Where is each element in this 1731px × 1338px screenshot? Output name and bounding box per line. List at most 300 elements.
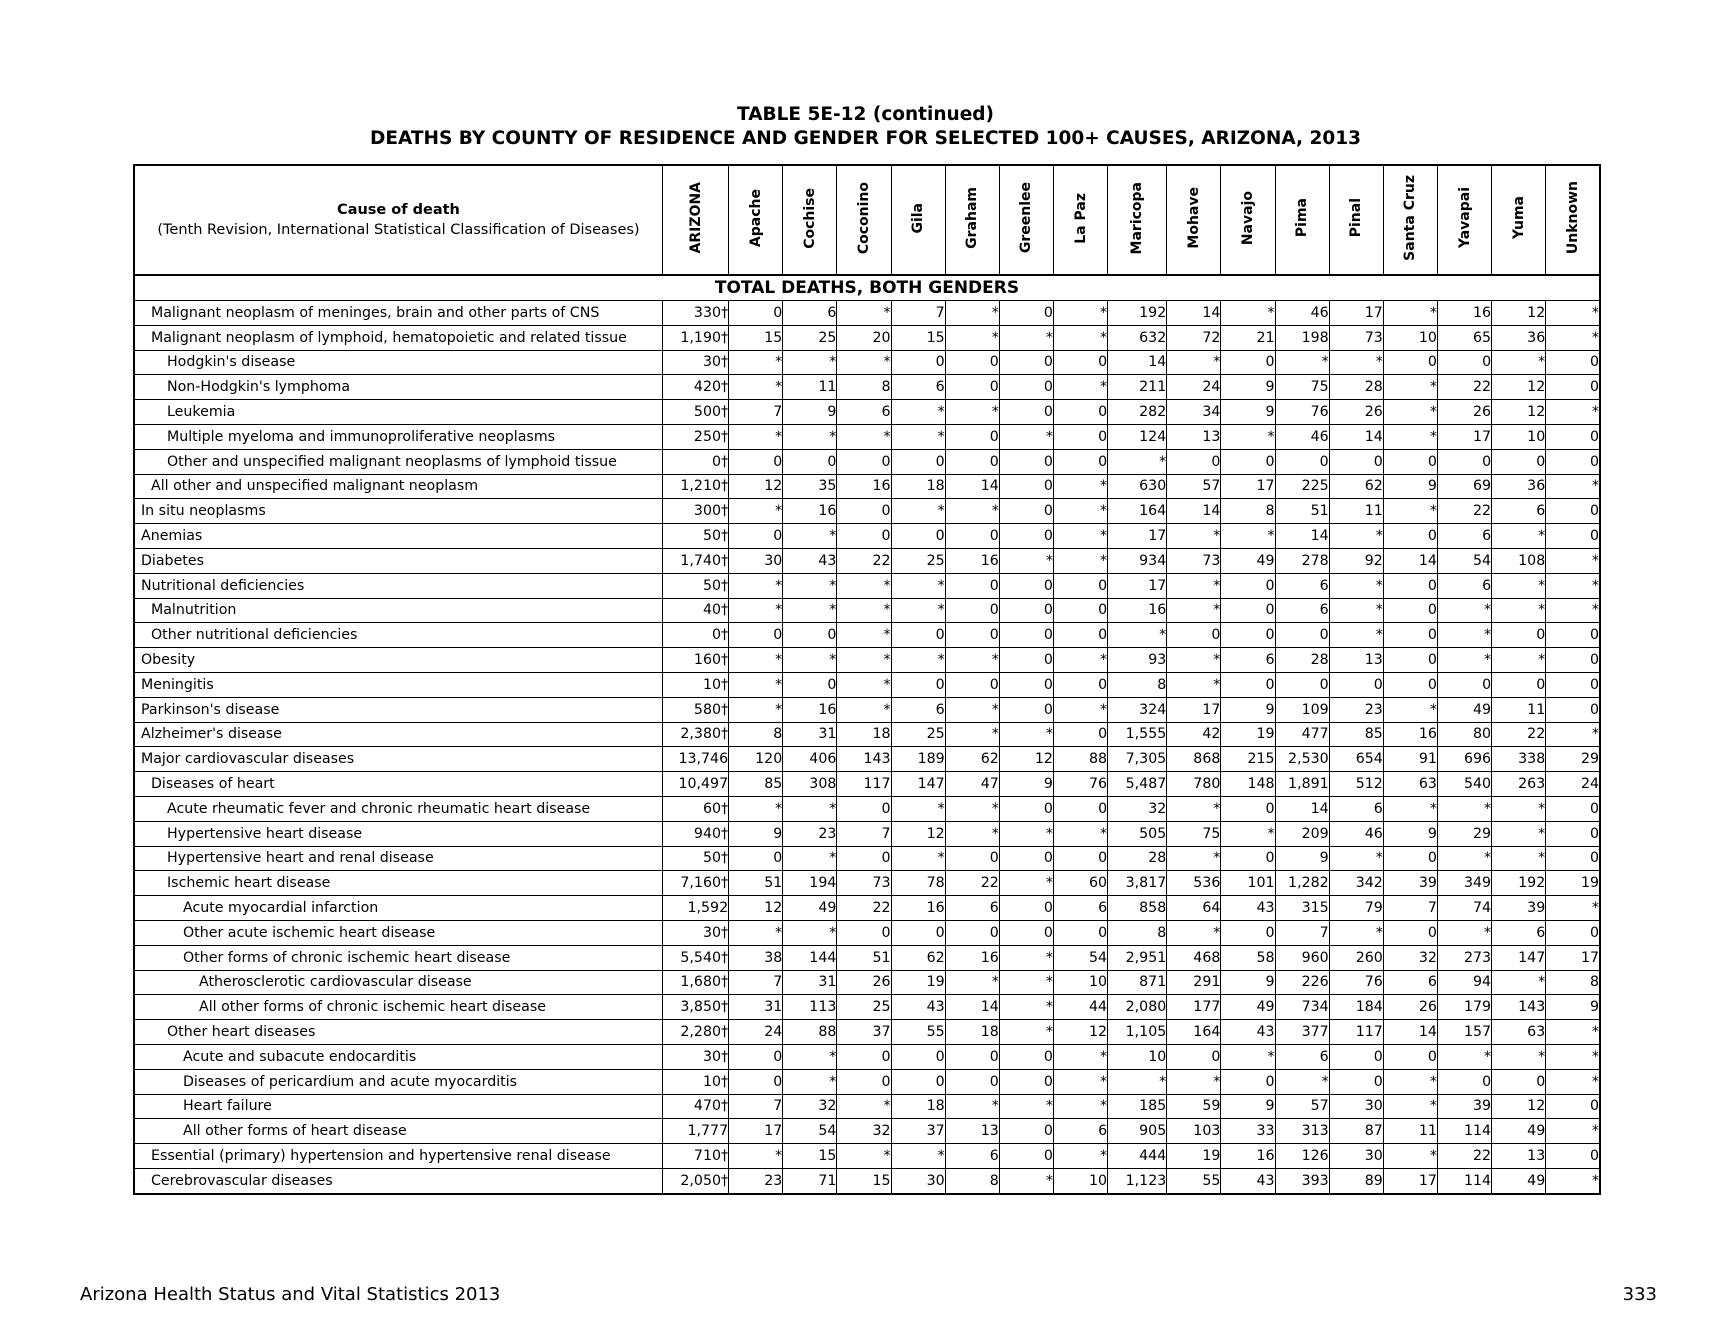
column-header-label: Pinal [1348, 198, 1365, 238]
table-cell: 6 [1383, 970, 1437, 995]
table-row [134, 722, 1600, 747]
table-cell: 13,746 [662, 747, 728, 772]
table-cell: 0 [1221, 1069, 1275, 1094]
table-cell: * [837, 697, 891, 722]
table-cell: 540 [1437, 772, 1491, 797]
table-cell: * [891, 598, 945, 623]
column-header [837, 165, 891, 275]
table-cell: 0 [1492, 449, 1546, 474]
table-cell: 377 [1275, 1020, 1329, 1045]
table-cell: 7 [891, 301, 945, 326]
table-cell: * [999, 722, 1053, 747]
table-cell: * [729, 1144, 783, 1169]
table-cell: 43 [891, 995, 945, 1020]
table-cell: 9 [1221, 697, 1275, 722]
table-cell: 126 [1275, 1144, 1329, 1169]
table-cell: 76 [1275, 400, 1329, 425]
table-cell: 0 [837, 920, 891, 945]
table-cell: 0 [945, 573, 999, 598]
table-cell: 7 [837, 821, 891, 846]
table-cell: 50† [662, 524, 728, 549]
column-header-label: Pima [1294, 198, 1311, 238]
column-header-label: Graham [964, 187, 981, 249]
table-cell: * [837, 573, 891, 598]
table-cell: 0 [1383, 598, 1437, 623]
table-cell: * [999, 945, 1053, 970]
column-header [1437, 165, 1491, 275]
table-cell: 17 [1108, 524, 1167, 549]
table-cell: 0 [1546, 375, 1600, 400]
table-cell: 0 [999, 623, 1053, 648]
table-cell: * [1492, 524, 1546, 549]
table-cell: 24 [1546, 772, 1600, 797]
table-cell: 29 [1437, 821, 1491, 846]
table-cell: 282 [1108, 400, 1167, 425]
table-cell: 0 [1167, 449, 1221, 474]
table-row [134, 697, 1600, 722]
table-cell: * [1221, 301, 1275, 326]
table-cell: * [837, 648, 891, 673]
cause-label: Non-Hodgkin's lymphoma [134, 375, 662, 400]
table-cell: 73 [1329, 325, 1383, 350]
table-cell: 734 [1275, 995, 1329, 1020]
table-cell: 0 [945, 424, 999, 449]
table-cell: * [1221, 424, 1275, 449]
table-cell: 330† [662, 301, 728, 326]
table-cell: 0 [1492, 672, 1546, 697]
table-cell: 868 [1167, 747, 1221, 772]
table-cell: * [1221, 524, 1275, 549]
table-cell: 0 [999, 672, 1053, 697]
table-cell: * [1546, 1168, 1600, 1193]
table-cell: 92 [1329, 548, 1383, 573]
table-cell: 117 [1329, 1020, 1383, 1045]
table-cell: 85 [1329, 722, 1383, 747]
cause-label: Heart failure [134, 1094, 662, 1119]
table-cell: 14 [945, 995, 999, 1020]
table-cell: 7 [729, 970, 783, 995]
table-cell: 0 [945, 623, 999, 648]
table-cell: * [945, 1094, 999, 1119]
table-cell: 291 [1167, 970, 1221, 995]
table-row [134, 920, 1600, 945]
table-cell: 0 [945, 846, 999, 871]
table-cell: 11 [783, 375, 837, 400]
cause-label: Cerebrovascular diseases [134, 1168, 662, 1193]
table-cell: * [1383, 1094, 1437, 1119]
table-cell: 33 [1221, 1119, 1275, 1144]
table-cell: 192 [1108, 301, 1167, 326]
table-cell: 6 [837, 400, 891, 425]
table-cell: 79 [1329, 896, 1383, 921]
table-cell: 22 [1437, 1144, 1491, 1169]
table-cell: 0 [1167, 1044, 1221, 1069]
table-cell: 0 [1546, 1094, 1600, 1119]
table-cell: 12 [1492, 1094, 1546, 1119]
table-cell: 39 [1383, 871, 1437, 896]
table-cell: 0 [999, 499, 1053, 524]
table-cell: 88 [783, 1020, 837, 1045]
table-cell: 24 [729, 1020, 783, 1045]
column-header [1108, 165, 1167, 275]
table-cell: * [1329, 920, 1383, 945]
cause-label: Parkinson's disease [134, 697, 662, 722]
table-cell: 15 [891, 325, 945, 350]
table-cell: 49 [783, 896, 837, 921]
table-cell: 15 [783, 1144, 837, 1169]
table-cell: 0 [999, 697, 1053, 722]
table-cell: * [783, 1044, 837, 1069]
cause-label: Malignant neoplasm of lymphoid, hematopoietic and related tissue [134, 325, 662, 350]
table-row [134, 598, 1600, 623]
column-header [999, 165, 1053, 275]
table-row [134, 970, 1600, 995]
table-cell: 73 [837, 871, 891, 896]
table-cell: 0 [891, 524, 945, 549]
table-cell: 0 [837, 1069, 891, 1094]
table-cell: * [729, 499, 783, 524]
cause-label: Other forms of chronic ischemic heart disease [134, 945, 662, 970]
column-header-label: Apache [747, 188, 764, 248]
cause-label: In situ neoplasms [134, 499, 662, 524]
table-cell: * [1492, 821, 1546, 846]
table-cell: * [1546, 1069, 1600, 1094]
table-cell: * [1437, 920, 1491, 945]
table-cell: 58 [1221, 945, 1275, 970]
table-cell: * [1167, 920, 1221, 945]
cause-label: Nutritional deficiencies [134, 573, 662, 598]
table-cell: * [999, 1020, 1053, 1045]
table-cell: 74 [1437, 896, 1491, 921]
table-cell: 0 [999, 598, 1053, 623]
table-cell: 0 [945, 920, 999, 945]
table-cell: 8 [1546, 970, 1600, 995]
table-cell: 10 [1492, 424, 1546, 449]
table-cell: 65 [1437, 325, 1491, 350]
table-cell: * [945, 301, 999, 326]
table-cell: 211 [1108, 375, 1167, 400]
table-cell: * [945, 499, 999, 524]
table-cell: 28 [1329, 375, 1383, 400]
table-cell: 0 [891, 920, 945, 945]
table-cell: 10† [662, 1069, 728, 1094]
deaths-table [133, 164, 1601, 1195]
table-cell: 60† [662, 796, 728, 821]
table-cell: 0 [1546, 697, 1600, 722]
table-cell: 0 [999, 796, 1053, 821]
table-cell: * [1221, 821, 1275, 846]
table-cell: 0 [891, 1044, 945, 1069]
table-cell: 23 [729, 1168, 783, 1193]
table-cell: 0 [999, 1044, 1053, 1069]
table-cell: 1,123 [1108, 1168, 1167, 1193]
table-cell: * [1221, 1044, 1275, 1069]
table-cell: 54 [783, 1119, 837, 1144]
table-cell: 12 [729, 474, 783, 499]
column-header [891, 165, 945, 275]
cause-label: Obesity [134, 648, 662, 673]
table-cell: 69 [1437, 474, 1491, 499]
table-cell: 6 [1437, 573, 1491, 598]
table-cell: 2,530 [1275, 747, 1329, 772]
table-row [134, 871, 1600, 896]
table-cell: 3,850† [662, 995, 728, 1020]
table-cell: * [1492, 796, 1546, 821]
column-header-label: Greenlee [1018, 182, 1035, 254]
cause-label: All other and unspecified malignant neoplasm [134, 474, 662, 499]
table-cell: 0 [1221, 846, 1275, 871]
table-cell: 0 [999, 920, 1053, 945]
table-cell: 25 [891, 722, 945, 747]
table-cell: * [1383, 375, 1437, 400]
table-cell: 10,497 [662, 772, 728, 797]
table-cell: * [999, 1094, 1053, 1119]
table-cell: 225 [1275, 474, 1329, 499]
table-cell: 189 [891, 747, 945, 772]
table-cell: * [999, 548, 1053, 573]
table-cell: * [1546, 896, 1600, 921]
column-header-label: Coconino [855, 181, 872, 255]
table-cell: 0 [1383, 920, 1437, 945]
table-cell: * [783, 648, 837, 673]
column-header-label: Gila [910, 202, 927, 234]
table-cell: 36 [1492, 474, 1546, 499]
table-cell: 88 [1053, 747, 1107, 772]
table-cell: 26 [1437, 400, 1491, 425]
table-cell: 35 [783, 474, 837, 499]
table-cell: 0 [945, 1044, 999, 1069]
table-cell: 0 [1275, 623, 1329, 648]
table-cell: 113 [783, 995, 837, 1020]
table-row [134, 846, 1600, 871]
table-cell: 49 [1492, 1119, 1546, 1144]
table-cell: 0 [999, 350, 1053, 375]
table-cell: * [945, 796, 999, 821]
table-cell: 0 [1221, 573, 1275, 598]
table-cell: * [999, 995, 1053, 1020]
table-cell: 13 [1492, 1144, 1546, 1169]
table-cell: * [837, 424, 891, 449]
table-cell: 51 [837, 945, 891, 970]
table-cell: 49 [1221, 995, 1275, 1020]
table-cell: 1,740† [662, 548, 728, 573]
table-cell: * [1108, 1069, 1167, 1094]
table-cell: 630 [1108, 474, 1167, 499]
table-cell: 512 [1329, 772, 1383, 797]
table-cell: 0 [891, 449, 945, 474]
table-cell: 30† [662, 920, 728, 945]
column-header-label: Mohave [1185, 187, 1202, 249]
table-cell: 9 [1221, 375, 1275, 400]
table-cell: 0 [1437, 350, 1491, 375]
table-cell: 12 [1492, 400, 1546, 425]
table-cell: * [1329, 524, 1383, 549]
table-cell: * [891, 573, 945, 598]
table-cell: 0 [891, 623, 945, 648]
table-cell: * [729, 796, 783, 821]
table-cell: 0 [783, 623, 837, 648]
table-cell: 313 [1275, 1119, 1329, 1144]
table-cell: * [1167, 1069, 1221, 1094]
table-cell: * [891, 499, 945, 524]
table-cell: * [837, 623, 891, 648]
table-cell: 30† [662, 350, 728, 375]
table-cell: 6 [891, 375, 945, 400]
table-cell: 71 [783, 1168, 837, 1193]
cause-label: Diabetes [134, 548, 662, 573]
table-cell: * [945, 970, 999, 995]
table-cell: * [1053, 1069, 1107, 1094]
table-cell: 22 [837, 548, 891, 573]
table-cell: 0 [1053, 400, 1107, 425]
table-cell: * [729, 375, 783, 400]
table-cell: * [1275, 350, 1329, 375]
table-cell: 76 [1329, 970, 1383, 995]
column-header-label: La Paz [1072, 192, 1089, 244]
table-cell: 6 [1492, 920, 1546, 945]
table-cell: 0 [1053, 449, 1107, 474]
table-cell: * [1053, 474, 1107, 499]
table-cell: 43 [1221, 1168, 1275, 1193]
table-cell: 76 [1053, 772, 1107, 797]
table-cell: 10 [1383, 325, 1437, 350]
table-cell: 17 [1329, 301, 1383, 326]
table-cell: 19 [1221, 722, 1275, 747]
table-cell: 16 [1437, 301, 1491, 326]
table-cell: * [945, 697, 999, 722]
table-cell: * [1383, 400, 1437, 425]
table-cell: 31 [783, 970, 837, 995]
table-cell: 30 [1329, 1144, 1383, 1169]
table-cell: 209 [1275, 821, 1329, 846]
cause-label: Essential (primary) hypertension and hypertensive renal disease [134, 1144, 662, 1169]
table-cell: * [1167, 573, 1221, 598]
table-cell: 580† [662, 697, 728, 722]
table-cell: 179 [1437, 995, 1491, 1020]
table-cell: 16 [1108, 598, 1167, 623]
table-cell: 13 [1329, 648, 1383, 673]
column-header-label: Maricopa [1129, 181, 1146, 255]
table-row [134, 449, 1600, 474]
table-cell: 8 [729, 722, 783, 747]
table-cell: 2,050† [662, 1168, 728, 1193]
table-cell: 7 [1383, 896, 1437, 921]
table-cell: 10 [1108, 1044, 1167, 1069]
table-cell: 40† [662, 598, 728, 623]
table-cell: 26 [1329, 400, 1383, 425]
table-cell: * [1053, 375, 1107, 400]
table-cell: 470† [662, 1094, 728, 1119]
table-cell: 0 [837, 846, 891, 871]
table-cell: 0 [1437, 449, 1491, 474]
cause-label: Hypertensive heart disease [134, 821, 662, 846]
table-cell: 1,680† [662, 970, 728, 995]
table-cell: 147 [1492, 945, 1546, 970]
table-cell: * [1053, 499, 1107, 524]
table-cell: 0 [1053, 623, 1107, 648]
table-cell: 0 [1546, 648, 1600, 673]
table-cell: * [837, 672, 891, 697]
table-cell: * [1492, 350, 1546, 375]
table-row [134, 1020, 1600, 1045]
table-cell: 6 [1221, 648, 1275, 673]
table-cell: 185 [1108, 1094, 1167, 1119]
table-cell: * [729, 350, 783, 375]
table-cell: 858 [1108, 896, 1167, 921]
table-cell: 192 [1492, 871, 1546, 896]
table-cell: 147 [891, 772, 945, 797]
table-cell: 9 [1546, 995, 1600, 1020]
table-cell: 9 [783, 400, 837, 425]
table-cell: 72 [1167, 325, 1221, 350]
table-cell: * [1546, 1119, 1600, 1144]
table-cell: 38 [729, 945, 783, 970]
table-cell: 63 [1492, 1020, 1546, 1045]
table-cell: 0 [729, 1044, 783, 1069]
table-cell: 14 [1167, 499, 1221, 524]
table-cell: 46 [1275, 424, 1329, 449]
table-cell: * [1053, 1094, 1107, 1119]
table-cell: 0 [999, 375, 1053, 400]
table-cell: * [1546, 400, 1600, 425]
table-cell: 49 [1221, 548, 1275, 573]
column-header [662, 165, 728, 275]
table-cell: 0 [1053, 920, 1107, 945]
table-cell: 11 [1383, 1119, 1437, 1144]
table-cell: 21 [1221, 325, 1275, 350]
table-cell: * [1329, 598, 1383, 623]
table-cell: 30 [729, 548, 783, 573]
table-id: TABLE 5E-12 (continued) [737, 104, 994, 125]
cause-label: Acute and subacute endocarditis [134, 1044, 662, 1069]
table-cell: 30 [891, 1168, 945, 1193]
table-row [134, 648, 1600, 673]
table-cell: 3,817 [1108, 871, 1167, 896]
table-cell: * [1275, 1069, 1329, 1094]
table-cell: * [999, 871, 1053, 896]
table-cell: 0 [999, 846, 1053, 871]
title-block [0, 103, 1731, 151]
table-cell: 24 [1167, 375, 1221, 400]
table-cell: * [945, 325, 999, 350]
table-cell: 23 [1329, 697, 1383, 722]
table-cell: 263 [1492, 772, 1546, 797]
table-cell: 0 [1053, 598, 1107, 623]
table-cell: 6 [891, 697, 945, 722]
table-cell: * [1053, 325, 1107, 350]
table-cell: 14 [1167, 301, 1221, 326]
table-cell: 114 [1437, 1168, 1491, 1193]
cause-label: Anemias [134, 524, 662, 549]
table-cell: 14 [1383, 1020, 1437, 1045]
table-row [134, 772, 1600, 797]
cause-label: Meningitis [134, 672, 662, 697]
table-cell: 6 [1053, 1119, 1107, 1144]
table-cell: 0 [1546, 821, 1600, 846]
table-cell: 6 [1437, 524, 1491, 549]
table-cell: 8 [945, 1168, 999, 1193]
table-cell: 32 [1108, 796, 1167, 821]
table-cell: * [1492, 1044, 1546, 1069]
table-cell: 0† [662, 449, 728, 474]
table-cell: * [783, 424, 837, 449]
table-row [134, 350, 1600, 375]
table-cell: 25 [783, 325, 837, 350]
table-cell: 0 [999, 648, 1053, 673]
table-cell: 349 [1437, 871, 1491, 896]
table-cell: 505 [1108, 821, 1167, 846]
table-cell: 62 [945, 747, 999, 772]
